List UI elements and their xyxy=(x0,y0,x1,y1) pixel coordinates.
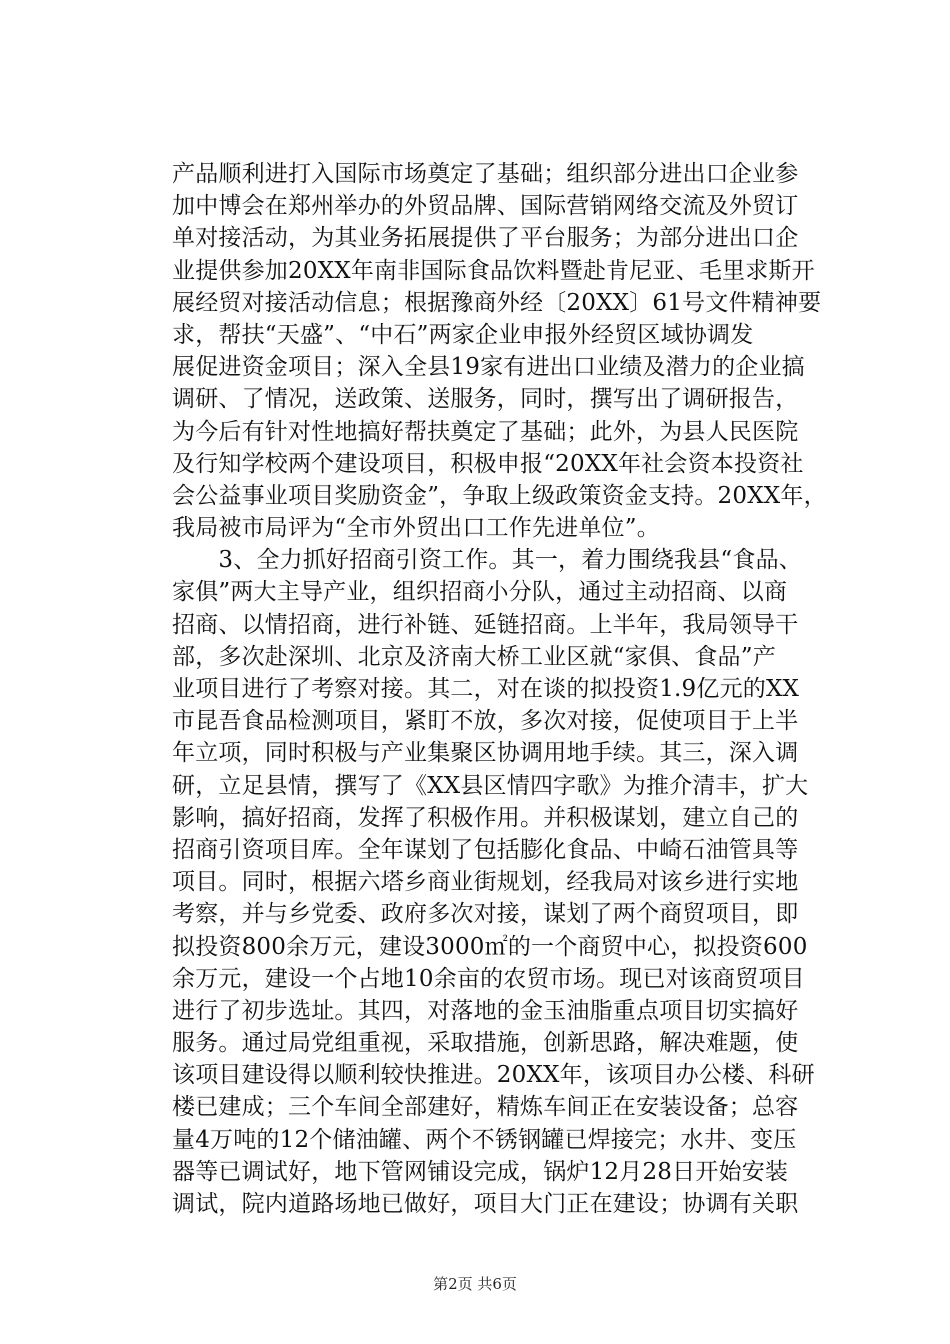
text-line: 招商、以情招商，进行补链、延链招商。上半年，我局领导干 xyxy=(172,611,799,638)
text-line: 研，立足县情，撰写了《XX县区情四字歌》为推介清丰，扩大 xyxy=(172,772,809,799)
text-line: 求，帮扶“天盛”、“中石”两家企业申报外经贸区域协调发 xyxy=(172,321,754,348)
text-line: 进行了初步选址。其四，对落地的金玉油脂重点项目切实搞好 xyxy=(172,997,799,1024)
text-line: 市昆吾食品检测项目，紧盯不放，多次对接，促使项目于上半 xyxy=(172,708,799,735)
text-line: 量4万吨的12个储油罐、两个不锈钢罐已焊接完；水井、变压 xyxy=(172,1126,797,1153)
text-line: 拟投资800余万元，建设3000㎡的一个商贸中心，拟投资600 xyxy=(172,933,808,960)
text-line: 楼已建成；三个车间全部建好，精炼车间正在安装设备；总容 xyxy=(172,1094,799,1121)
text-line: 该项目建设得以顺利较快推进。20XX年，该项目办公楼、科研 xyxy=(172,1062,815,1089)
text-line: 及行知学校两个建设项目，积极申报“20XX年社会资本投资社 xyxy=(172,450,804,477)
text-line: 为今后有针对性地搞好帮扶奠定了基础；此外，为县人民医院 xyxy=(172,418,799,445)
text-line: 我局被市局评为“全市外贸出口工作先进单位”。 xyxy=(172,515,660,542)
text-line: 调试，院内道路场地已做好，项目大门正在建设；协调有关职 xyxy=(172,1191,799,1217)
text-line: 服务。通过局党组重视，采取措施，创新思路，解决难题，使 xyxy=(172,1030,799,1057)
text-line: 单对接活动，为其业务拓展提供了平台服务；为部分进出口企 xyxy=(172,225,799,252)
text-line: 家俱”两大主导产业，组织招商小分队，通过主动招商、以商 xyxy=(172,579,788,606)
text-line: 年立项，同时积极与产业集聚区协调用地手续。其三，深入调 xyxy=(172,740,799,767)
text-line: 影响，搞好招商，发挥了积极作用。并积极谋划，建立自己的 xyxy=(172,804,799,831)
text-line: 展经贸对接活动信息；根据豫商外经〔20XX〕61号文件精神要 xyxy=(172,289,822,316)
text-line: 调研、了情况，送政策、送服务，同时，撰写出了调研报告， xyxy=(172,386,799,413)
text-line: 业提供参加20XX年南非国际食品饮料暨赴肯尼亚、毛里求斯开 xyxy=(172,257,815,284)
body-text xyxy=(172,158,827,1220)
text-line: 考察，并与乡党委、政府多次对接，谋划了两个商贸项目，即 xyxy=(172,901,799,928)
text-line: 展促进资金项目；深入全县19家有进出口业绩及潜力的企业搞 xyxy=(172,354,805,381)
text-line: 3、全力抓好招商引资工作。其一，着力围绕我县“食品、 xyxy=(172,547,802,574)
text-line: 器等已调试好，地下管网铺设完成，锅炉12月28日开始安装 xyxy=(172,1158,789,1185)
text-line: 业项目进行了考察对接。其二，对在谈的拟投资1.9亿元的XX xyxy=(172,676,800,702)
text-line: 加中博会在郑州举办的外贸品牌、国际营销网络交流及外贸订 xyxy=(172,193,799,220)
text-line: 招商引资项目库。全年谋划了包括膨化食品、中崎石油管具等 xyxy=(172,836,799,863)
text-line: 部，多次赴深圳、北京及济南大桥工业区就“家俱、食品”产 xyxy=(172,643,776,670)
page-footer xyxy=(0,1274,950,1294)
text-line: 会公益事业项目奖励资金”，争取上级政策资金支持。20XX年， xyxy=(172,482,827,509)
page-number: 第2页 共6页 xyxy=(433,1275,517,1293)
text-line: 项目。同时，根据六塔乡商业街规划，经我局对该乡进行实地 xyxy=(172,869,799,896)
text-line: 产品顺利进打入国际市场奠定了基础；组织部分进出口企业参 xyxy=(172,161,799,187)
text-line: 余万元，建设一个占地10余亩的农贸市场。现已对该商贸项目 xyxy=(172,965,805,992)
